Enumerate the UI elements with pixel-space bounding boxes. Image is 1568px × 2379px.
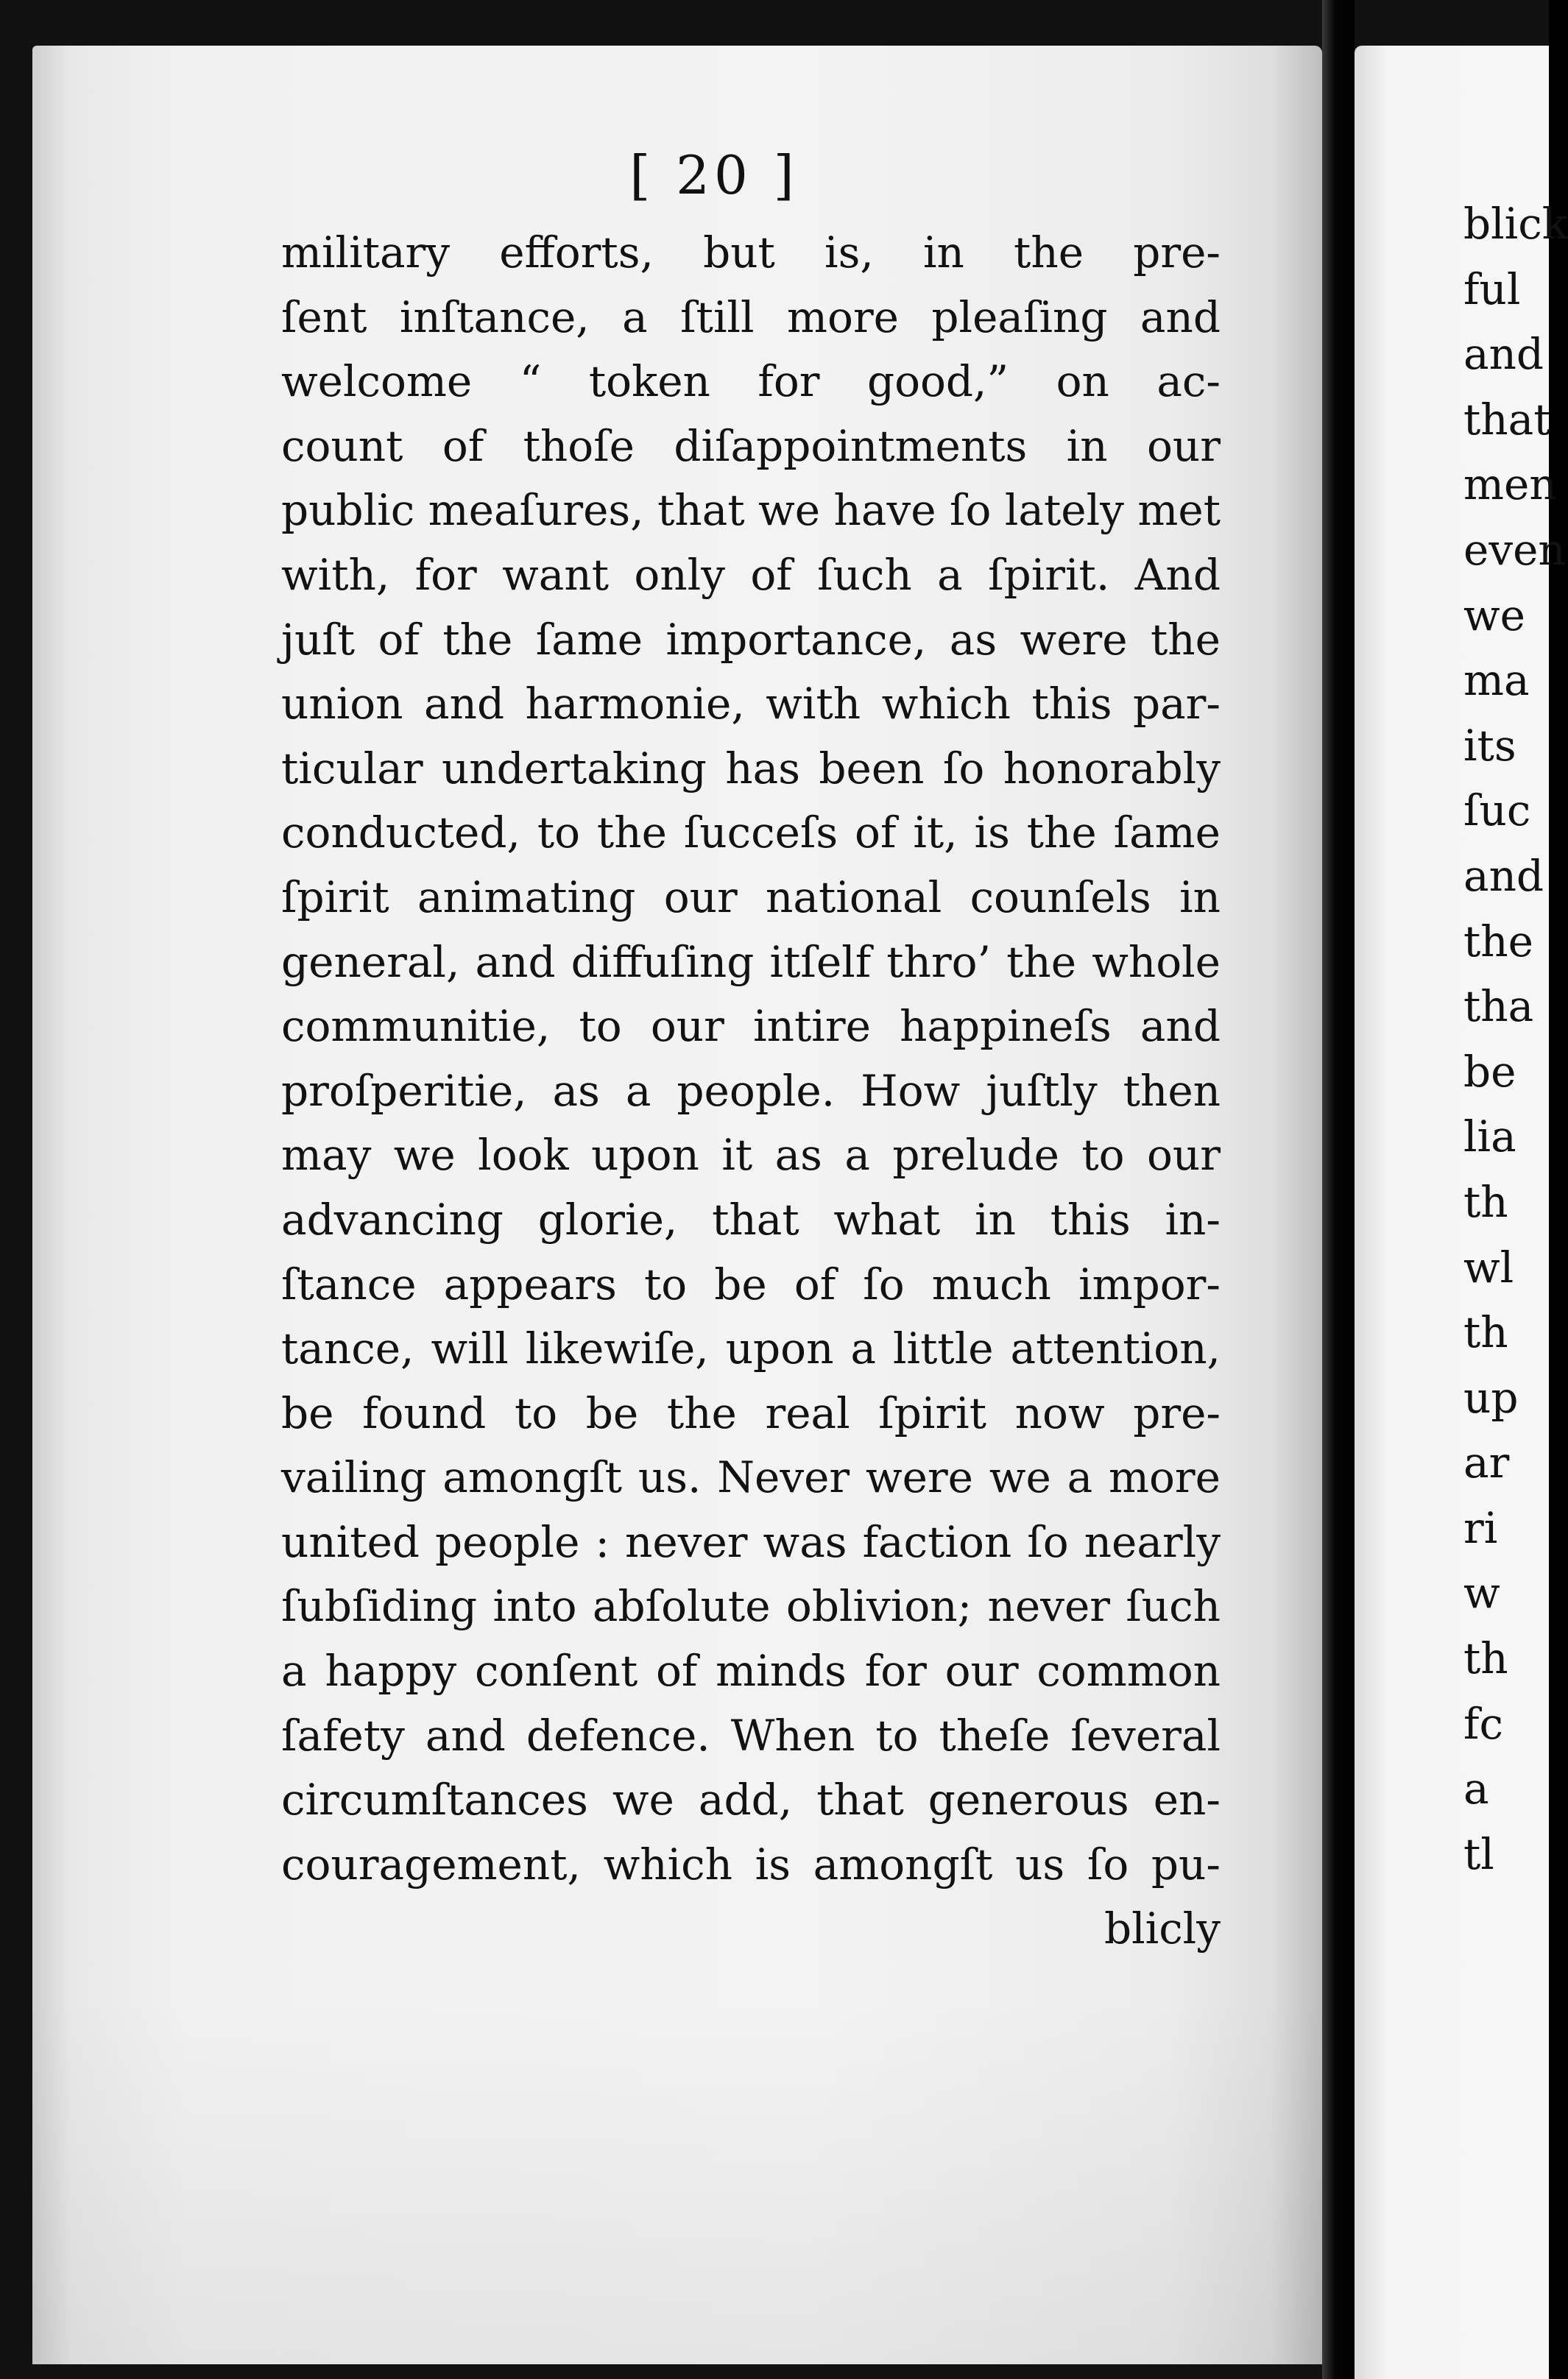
text-line: a happy conſent of minds for our common [281, 1646, 1221, 1697]
text-line: ſtance appears to be of ſo much impor- [281, 1259, 1221, 1309]
right-page-fragment: w [1463, 1568, 1500, 1619]
text-line: circumſtances we add, that generous en- [281, 1775, 1221, 1825]
text-line: military efforts, but is, in the pre- [281, 227, 1221, 278]
text-line: ſubſiding into abſolute oblivion; never ſuch [281, 1581, 1221, 1632]
text-line: conducted, to the ſucceſs of it, is the ſame [281, 807, 1221, 858]
right-page-fragment: be [1463, 1046, 1516, 1097]
text-line: ſpirit animating our national counſels in [281, 872, 1221, 922]
right-page-fragment: ar [1463, 1438, 1510, 1488]
right-page-fragment: tha [1463, 981, 1534, 1032]
right-page-fragment: blick [1463, 199, 1568, 249]
text-line: ſafety and defence. When to theſe ſeveral [281, 1710, 1221, 1761]
text-line: juſt of the ſame importance, as were the [281, 614, 1221, 665]
right-page-fragment: lia [1463, 1111, 1516, 1162]
right-page-fragment: th [1463, 1633, 1508, 1684]
text-line: tance, will likewiſe, upon a little attention, [281, 1323, 1221, 1374]
text-line: vailing amongſt us. Never were we a more [281, 1452, 1221, 1503]
right-page-fragment: wl [1463, 1242, 1514, 1293]
page-number: [ 20 ] [629, 144, 799, 206]
text-line: may we look upon it as a prelude to our [281, 1130, 1221, 1181]
right-page-fragment: up [1463, 1372, 1519, 1423]
body-text [281, 221, 1221, 1962]
right-page-fragment: tl [1463, 1828, 1494, 1879]
right-page-fragment: men [1463, 459, 1557, 510]
right-page-fragment: ma [1463, 655, 1530, 706]
right-page-fragment: th [1463, 1176, 1508, 1227]
right-page-fragment: we [1463, 590, 1525, 640]
right-page-fragment: and [1463, 329, 1544, 380]
right-page-fragment: and [1463, 850, 1544, 901]
right-page-fragment: a [1463, 1764, 1489, 1814]
text-line: couragement, which is amongſt us ſo pu- [281, 1839, 1221, 1890]
text-line: with, for want only of ſuch a ſpirit. And [281, 549, 1221, 600]
right-page-fragment: even [1463, 524, 1566, 575]
text-line: advancing glorie, that what in this in- [281, 1194, 1221, 1245]
catchword: blicly [1103, 1903, 1221, 1954]
right-page-fragment: ful [1463, 264, 1521, 314]
text-line: welcome “ token for good,” on ac- [281, 356, 1221, 407]
right-page-fragment: ri [1463, 1502, 1498, 1553]
text-line: ſent inſtance, a ſtill more pleaſing and [281, 291, 1221, 342]
text-line: general, and diffuſing itſelf thro’ the whole [281, 936, 1221, 987]
text-line: communitie, to our intire happineſs and [281, 1001, 1221, 1052]
text-line: count of thoſe diſappointments in our [281, 420, 1221, 471]
text-line: union and harmonie, with which this par- [281, 679, 1221, 729]
text-line: ticular undertaking has been ſo honorably [281, 743, 1221, 793]
right-page-fragment: ſuc [1463, 785, 1531, 836]
right-page-fragment: the [1463, 916, 1533, 966]
text-line: united people : never was faction ſo nearly [281, 1516, 1221, 1567]
text-line: public meaſures, that we have ſo lately met [281, 485, 1221, 536]
right-page-fragment: fc [1463, 1698, 1503, 1749]
book-gutter [1322, 0, 1355, 2379]
text-line: be found to be the real ſpirit now pre- [281, 1388, 1221, 1438]
right-page-text [1463, 191, 1568, 1887]
right-page-fragment: th [1463, 1307, 1508, 1358]
right-page-fragment: its [1463, 720, 1516, 771]
right-page-fragment: that [1463, 394, 1551, 445]
text-line: proſperitie, as a people. How juſtly then [281, 1065, 1221, 1116]
